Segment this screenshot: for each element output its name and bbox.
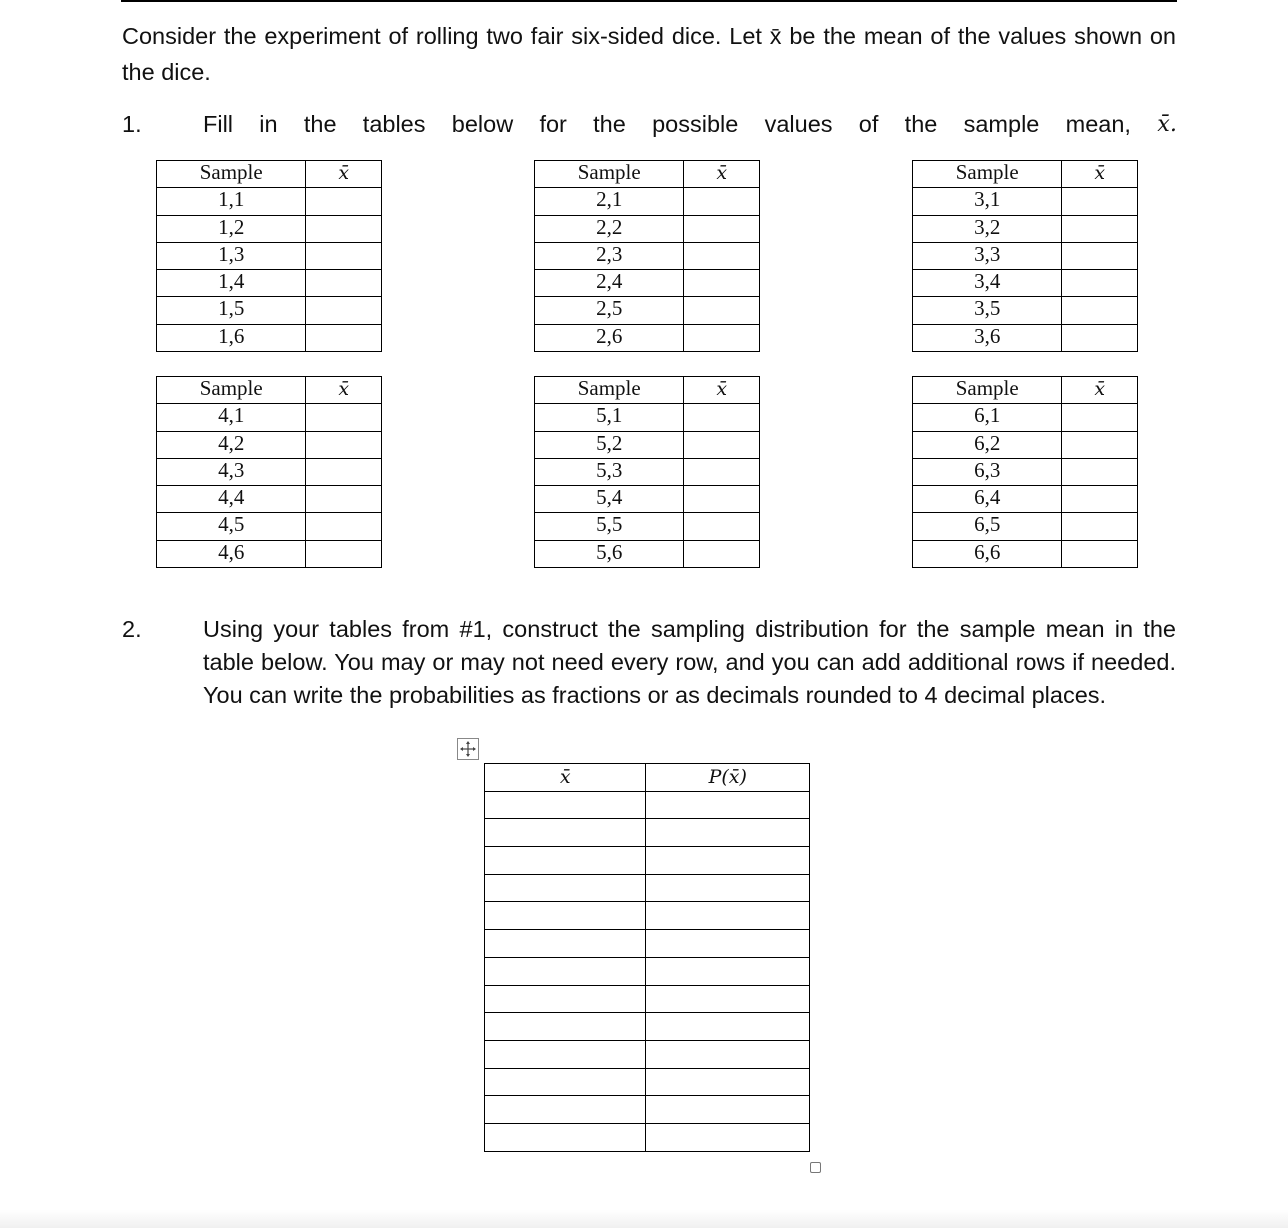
table-row <box>157 270 382 297</box>
table-row <box>913 270 1138 297</box>
mean-answer-cell[interactable] <box>684 458 760 485</box>
sample-header: Sample <box>157 377 306 404</box>
probability-cell[interactable] <box>646 957 810 985</box>
x-value-cell[interactable] <box>485 1068 646 1096</box>
x-value-cell[interactable] <box>485 957 646 985</box>
probability-cell[interactable] <box>646 902 810 930</box>
mean-answer-cell[interactable] <box>684 540 760 567</box>
table-row <box>157 404 382 431</box>
mean-answer-cell[interactable] <box>1062 540 1138 567</box>
question-1-word: the <box>303 111 337 137</box>
table-resize-icon[interactable] <box>810 1162 821 1173</box>
table-row <box>535 540 760 567</box>
sample-header: Sample <box>913 161 1062 188</box>
table-row <box>157 215 382 242</box>
table-row <box>913 324 1138 351</box>
sample-header: Sample <box>535 161 684 188</box>
sample-cell: 5,4 <box>535 486 684 513</box>
mean-header: x̄ <box>1062 377 1138 404</box>
mean-answer-cell[interactable] <box>1062 513 1138 540</box>
mean-answer-cell[interactable] <box>306 270 382 297</box>
mean-answer-cell[interactable] <box>306 431 382 458</box>
question-1-word: below <box>451 111 514 137</box>
mean-answer-cell[interactable] <box>684 486 760 513</box>
sample-header: Sample <box>913 377 1062 404</box>
intro-paragraph: Consider the experiment of rolling two fair six-sided dice. Let x̄ be the mean of the values shown on the dice. <box>122 23 1176 85</box>
question-1-word: sample <box>963 111 1040 137</box>
probability-cell[interactable] <box>646 1123 810 1151</box>
mean-answer-cell[interactable] <box>684 404 760 431</box>
sample-cell: 2,2 <box>535 215 684 242</box>
x-value-cell[interactable] <box>485 930 646 958</box>
question-1-word: possible <box>652 111 739 137</box>
sample-cell: 6,2 <box>913 431 1062 458</box>
table-row <box>535 431 760 458</box>
mean-answer-cell[interactable] <box>684 242 760 269</box>
mean-answer-cell[interactable] <box>1062 297 1138 324</box>
question-2-text: Using your tables from #1, construct the sampling distribution for the sample mean in the table below. You may or may not need every row, and you can add additional rows if needed. You can write the probabilities as fractions or as decimals rounded to 4 decimal places. <box>203 616 1176 708</box>
mean-answer-cell[interactable] <box>306 324 382 351</box>
sample-table-3 <box>912 160 1138 352</box>
sample-cell: 5,2 <box>535 431 684 458</box>
probability-cell[interactable] <box>646 930 810 958</box>
sample-cell: 6,6 <box>913 540 1062 567</box>
mean-answer-cell[interactable] <box>306 242 382 269</box>
mean-answer-cell[interactable] <box>306 297 382 324</box>
mean-answer-cell[interactable] <box>306 188 382 215</box>
mean-answer-cell[interactable] <box>306 513 382 540</box>
table-row <box>485 1068 810 1096</box>
question-1-text <box>203 108 1177 141</box>
table-row <box>485 874 810 902</box>
table-row <box>535 486 760 513</box>
sample-cell: 4,6 <box>157 540 306 567</box>
table-row <box>485 902 810 930</box>
table-row <box>157 188 382 215</box>
sample-table-6 <box>912 376 1138 568</box>
sample-cell: 2,3 <box>535 242 684 269</box>
question-1-word: tables <box>362 111 426 137</box>
table-row <box>157 297 382 324</box>
table-row <box>535 458 760 485</box>
x-value-cell[interactable] <box>485 847 646 875</box>
table-row <box>485 819 810 847</box>
mean-answer-cell[interactable] <box>684 297 760 324</box>
table-row <box>913 297 1138 324</box>
mean-answer-cell[interactable] <box>684 270 760 297</box>
sample-table-4 <box>156 376 382 568</box>
probability-cell[interactable] <box>646 1013 810 1041</box>
sample-cell: 3,3 <box>913 242 1062 269</box>
table-row <box>157 486 382 513</box>
sample-cell: 5,5 <box>535 513 684 540</box>
sample-cell: 1,4 <box>157 270 306 297</box>
table-row <box>913 486 1138 513</box>
table-row <box>535 404 760 431</box>
sample-cell: 6,1 <box>913 404 1062 431</box>
sample-cell: 3,4 <box>913 270 1062 297</box>
question-1-word: the <box>593 111 626 137</box>
probability-cell[interactable] <box>646 791 810 819</box>
mean-answer-cell[interactable] <box>1062 431 1138 458</box>
sample-cell: 5,1 <box>535 404 684 431</box>
sample-cell: 1,2 <box>157 215 306 242</box>
sample-table-2 <box>534 160 760 352</box>
table-row <box>535 513 760 540</box>
sample-header: Sample <box>157 161 306 188</box>
dist-header-x: x̄ <box>485 764 646 792</box>
sample-cell: 4,4 <box>157 486 306 513</box>
mean-answer-cell[interactable] <box>1062 215 1138 242</box>
table-row <box>157 540 382 567</box>
question-1-word: values <box>764 111 833 137</box>
table-row <box>535 188 760 215</box>
mean-answer-cell[interactable] <box>306 540 382 567</box>
table-row <box>535 297 760 324</box>
sample-cell: 1,6 <box>157 324 306 351</box>
question-1-number: 1. <box>122 111 142 137</box>
table-row <box>913 458 1138 485</box>
table-row <box>913 404 1138 431</box>
mean-header: x̄ <box>1062 161 1138 188</box>
sample-cell: 6,4 <box>913 486 1062 513</box>
mean-answer-cell[interactable] <box>684 431 760 458</box>
question-1-word: mean, <box>1065 111 1131 137</box>
mean-answer-cell[interactable] <box>306 404 382 431</box>
sample-cell: 4,2 <box>157 431 306 458</box>
table-row <box>485 957 810 985</box>
probability-cell[interactable] <box>646 985 810 1013</box>
mean-answer-cell[interactable] <box>306 458 382 485</box>
sample-header: Sample <box>535 377 684 404</box>
table-row <box>913 540 1138 567</box>
question-1-word: in <box>259 111 278 137</box>
sample-cell: 2,1 <box>535 188 684 215</box>
mean-header: x̄ <box>684 161 760 188</box>
sample-cell: 4,5 <box>157 513 306 540</box>
probability-cell[interactable] <box>646 1096 810 1124</box>
sample-table-1 <box>156 160 382 352</box>
mean-answer-cell[interactable] <box>306 486 382 513</box>
sample-cell: 5,6 <box>535 540 684 567</box>
page-bottom-edge <box>0 1210 1288 1228</box>
sample-cell: 3,2 <box>913 215 1062 242</box>
question-1-word: of <box>858 111 879 137</box>
table-row <box>535 215 760 242</box>
probability-cell[interactable] <box>646 819 810 847</box>
table-row <box>485 985 810 1013</box>
sample-cell: 3,5 <box>913 297 1062 324</box>
table-row <box>485 1096 810 1124</box>
question-1-word: x̄. <box>1157 111 1177 137</box>
table-row <box>157 324 382 351</box>
x-value-cell[interactable] <box>485 1013 646 1041</box>
mean-answer-cell[interactable] <box>1062 486 1138 513</box>
table-row <box>913 242 1138 269</box>
sampling-distribution-table <box>484 763 810 1152</box>
x-value-cell[interactable] <box>485 1123 646 1151</box>
sample-cell: 3,1 <box>913 188 1062 215</box>
mean-answer-cell[interactable] <box>1062 188 1138 215</box>
probability-cell[interactable] <box>646 1068 810 1096</box>
top-rule <box>121 0 1177 2</box>
question-1-word: Fill <box>203 111 234 137</box>
sample-table-5 <box>534 376 760 568</box>
table-move-icon[interactable] <box>457 738 479 760</box>
sample-cell: 1,5 <box>157 297 306 324</box>
x-value-cell[interactable] <box>485 791 646 819</box>
sample-cell: 1,3 <box>157 242 306 269</box>
sample-cell: 2,6 <box>535 324 684 351</box>
question-1-word: the <box>904 111 938 137</box>
probability-cell[interactable] <box>646 847 810 875</box>
sample-cell: 3,6 <box>913 324 1062 351</box>
sample-cell: 2,5 <box>535 297 684 324</box>
mean-answer-cell[interactable] <box>1062 458 1138 485</box>
probability-cell[interactable] <box>646 1040 810 1068</box>
mean-answer-cell[interactable] <box>1062 324 1138 351</box>
x-value-cell[interactable] <box>485 1096 646 1124</box>
mean-answer-cell[interactable] <box>1062 404 1138 431</box>
table-row <box>913 431 1138 458</box>
table-row <box>157 458 382 485</box>
table-row <box>485 930 810 958</box>
mean-header: x̄ <box>306 161 382 188</box>
table-row <box>157 431 382 458</box>
sample-cell: 5,3 <box>535 458 684 485</box>
mean-answer-cell[interactable] <box>306 215 382 242</box>
table-row <box>485 791 810 819</box>
sample-cell: 6,3 <box>913 458 1062 485</box>
dist-header-p: P(x̄) <box>646 764 810 792</box>
mean-answer-cell[interactable] <box>684 513 760 540</box>
x-value-cell[interactable] <box>485 819 646 847</box>
mean-answer-cell[interactable] <box>1062 270 1138 297</box>
question-1-word: for <box>539 111 567 137</box>
mean-answer-cell[interactable] <box>684 324 760 351</box>
table-row <box>157 513 382 540</box>
x-value-cell[interactable] <box>485 1040 646 1068</box>
mean-answer-cell[interactable] <box>1062 242 1138 269</box>
sample-cell: 2,4 <box>535 270 684 297</box>
sample-cell: 1,1 <box>157 188 306 215</box>
table-row <box>913 513 1138 540</box>
mean-answer-cell[interactable] <box>684 188 760 215</box>
mean-answer-cell[interactable] <box>684 215 760 242</box>
table-row <box>535 270 760 297</box>
table-row <box>485 1123 810 1151</box>
sample-cell: 4,1 <box>157 404 306 431</box>
sample-cell: 4,3 <box>157 458 306 485</box>
question-2-number: 2. <box>122 616 142 642</box>
table-row <box>485 1013 810 1041</box>
x-value-cell[interactable] <box>485 902 646 930</box>
table-row <box>535 242 760 269</box>
table-row <box>157 242 382 269</box>
x-value-cell[interactable] <box>485 985 646 1013</box>
table-row <box>535 324 760 351</box>
table-row <box>485 847 810 875</box>
probability-cell[interactable] <box>646 874 810 902</box>
table-row <box>913 188 1138 215</box>
table-row <box>485 1040 810 1068</box>
mean-header: x̄ <box>684 377 760 404</box>
sample-cell: 6,5 <box>913 513 1062 540</box>
table-row <box>913 215 1138 242</box>
x-value-cell[interactable] <box>485 874 646 902</box>
mean-header: x̄ <box>306 377 382 404</box>
